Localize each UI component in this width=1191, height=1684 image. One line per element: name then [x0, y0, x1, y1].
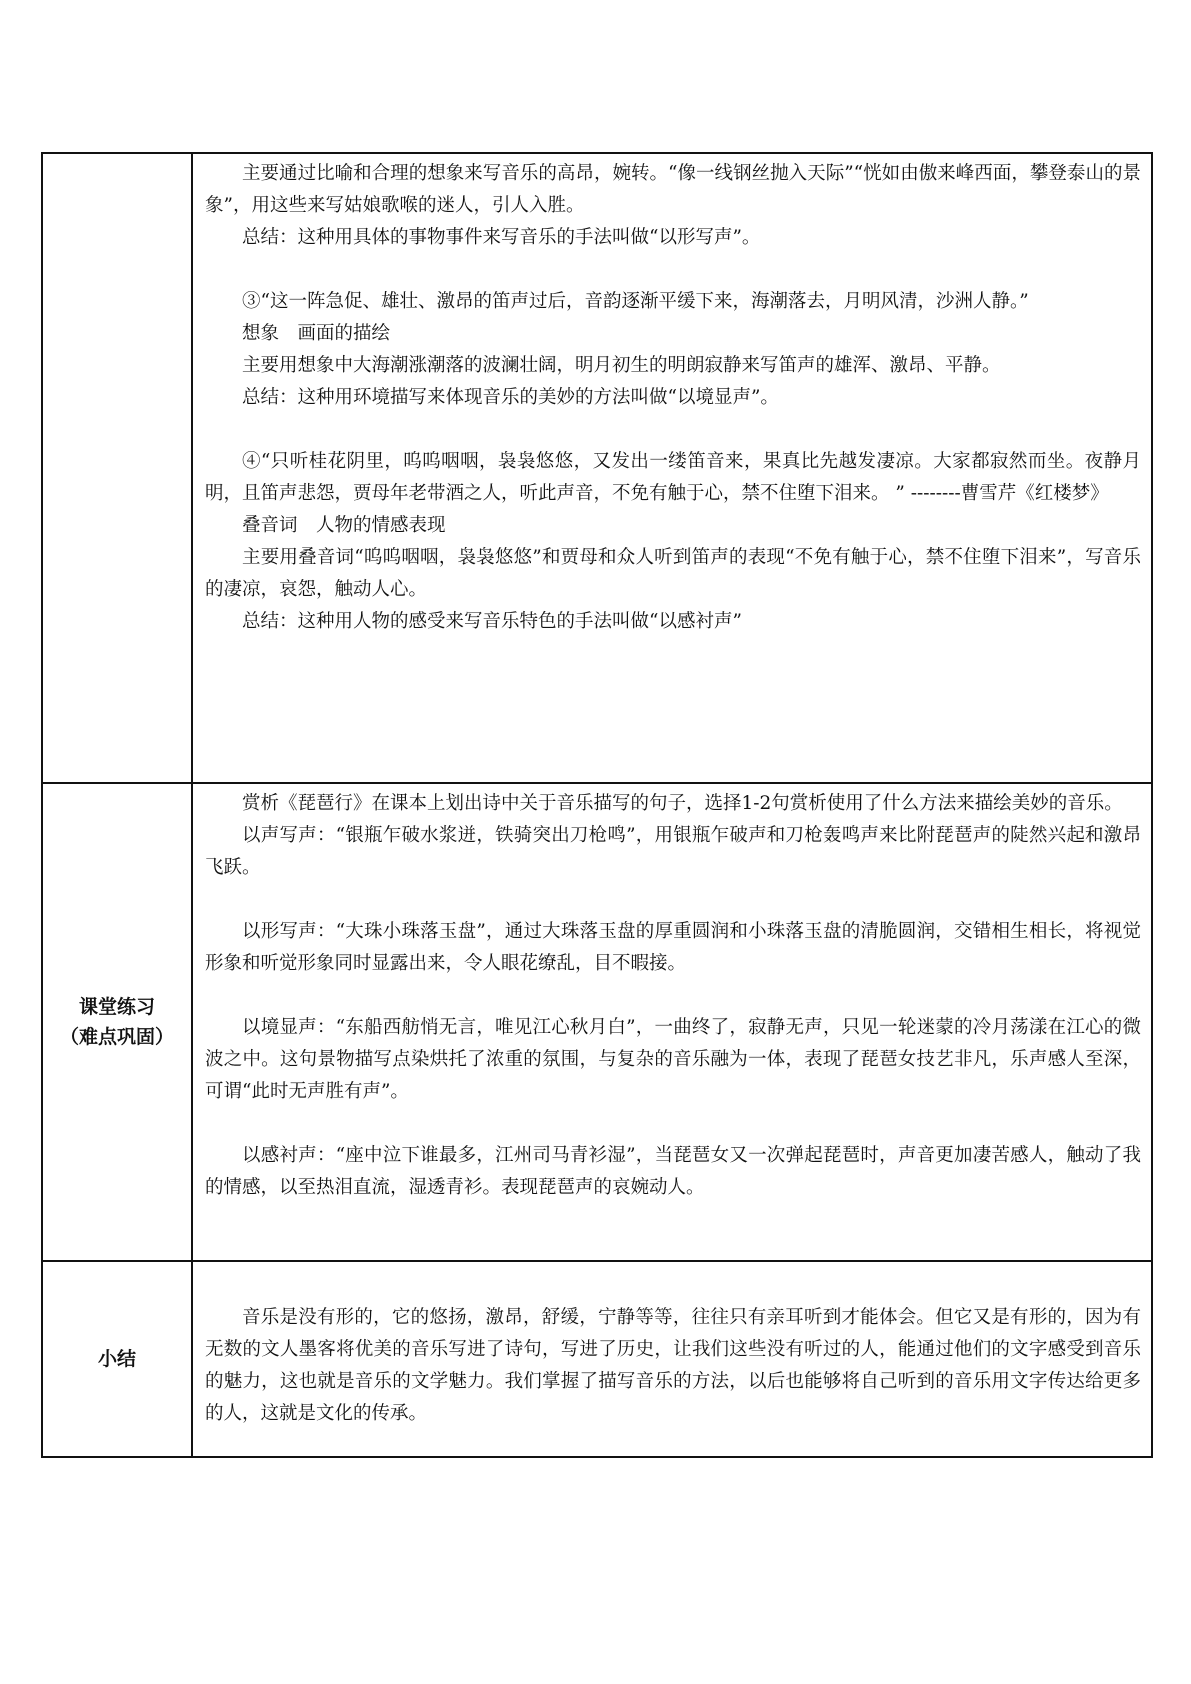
row-label-cell	[42, 1261, 192, 1457]
table-row-practice	[42, 783, 1152, 1261]
paragraph: 总结：这种用具体的事物事件来写音乐的手法叫做“以形写声”。	[242, 227, 761, 248]
row-label-cell	[42, 783, 192, 1261]
paragraph: 以声写声：“银瓶乍破水浆迸，铁骑突出刀枪鸣”，用银瓶乍破声和刀枪轰鸣声来比附琵琶声的陡然兴起和激昂飞跃。	[205, 825, 1141, 878]
paragraph: 以感衬声：“座中泣下谁最多，江州司马青衫湿”，当琵琶女又一次弹起琵琶时，声音更加凄苦感人，触动了我的情感，以至热泪直流，湿透青衫。表现琵琶声的哀婉动人。	[205, 1145, 1141, 1198]
lesson-plan-table	[41, 152, 1153, 1458]
summary-content	[193, 1262, 1151, 1430]
table-row-summary	[42, 1261, 1152, 1457]
row-content-cell	[192, 783, 1152, 1261]
row-content-cell	[192, 1261, 1152, 1457]
paragraph: 总结：这种用人物的感受来写音乐特色的手法叫做“以感衬声”	[242, 611, 742, 632]
paragraph: 主要用叠音词“呜呜咽咽，袅袅悠悠”和贾母和众人听到笛声的表现“不免有触于心，禁不住堕下泪来”，写音乐的凄凉，哀怨，触动人心。	[205, 547, 1141, 600]
paragraph: ④“只听桂花阴里，呜呜咽咽，袅袅悠悠，又发出一缕笛音来，果真比先越发凄凉。大家都寂然而坐。夜静月明，且笛声悲怨，贾母年老带酒之人，听此声音，不免有触于心，禁不住堕下泪来。 ” --------曹雪芹《红楼梦》	[205, 451, 1141, 504]
paragraph: 总结：这种用环境描写来体现音乐的美妙的方法叫做“以境显声”。	[242, 387, 779, 408]
paragraph: 主要用想象中大海潮涨潮落的波澜壮阔，明月初生的明朗寂静来写笛声的雄浑、激昂、平静。	[242, 355, 1001, 376]
row-label-practice-sub: （难点巩固）	[59, 1026, 174, 1048]
table-row-analysis	[42, 153, 1152, 783]
blank-line	[205, 254, 1141, 286]
blank-line	[205, 414, 1141, 446]
paragraph: 想象 画面的描绘	[242, 323, 391, 344]
row-label-practice: 课堂练习	[78, 996, 155, 1018]
blank-line	[205, 1108, 1141, 1140]
paragraph: 以境显声：“东船西舫悄无言，唯见江心秋月白”，一曲终了，寂静无声，只见一轮迷蒙的冷月荡漾在江心的微波之中。这句景物描写点染烘托了浓重的氛围，与复杂的音乐融为一体，表现了琵琶女技艺非凡，乐声感人至深，可谓“此时无声胜有声”。	[205, 1017, 1141, 1102]
blank-line	[205, 980, 1141, 1012]
blank-line	[205, 884, 1141, 916]
paragraph: 赏析《琵琶行》在课本上划出诗中关于音乐描写的句子，选择1-2句赏析使用了什么方法来描绘美妙的音乐。	[242, 793, 1123, 814]
paragraph: ③“这一阵急促、雄壮、激昂的笛声过后，音韵逐渐平缓下来，海潮落去，月明风清，沙洲人静。”	[242, 291, 1029, 312]
practice-content	[193, 784, 1151, 1204]
paragraph: 主要通过比喻和合理的想象来写音乐的高昂，婉转。“像一线钢丝抛入天际”“恍如由傲来峰西面，攀登泰山的景象”，用这些来写姑娘歌喉的迷人，引人入胜。	[205, 163, 1141, 216]
row-content-cell	[192, 153, 1152, 783]
paragraph: 以形写声：“大珠小珠落玉盘”，通过大珠落玉盘的厚重圆润和小珠落玉盘的清脆圆润，交错相生相长，将视觉形象和听觉形象同时显露出来，令人眼花缭乱，目不暇接。	[205, 921, 1141, 974]
analysis-content	[193, 154, 1151, 638]
paragraph: 音乐是没有形的，它的悠扬，激昂，舒缓，宁静等等，往往只有亲耳听到才能体会。但它又是有形的，因为有无数的文人墨客将优美的音乐写进了诗句，写进了历史，让我们这些没有听过的人，能通过他们的文字感受到音乐的魅力，这也就是音乐的文学魅力。我们掌握了描写音乐的方法，以后也能够将自己听到的音乐用文字传达给更多的人，这就是文化的传承。	[205, 1307, 1141, 1424]
row-label-summary: 小结	[97, 1348, 136, 1370]
row-label-cell	[42, 153, 192, 783]
paragraph: 叠音词 人物的情感表现	[242, 515, 446, 536]
